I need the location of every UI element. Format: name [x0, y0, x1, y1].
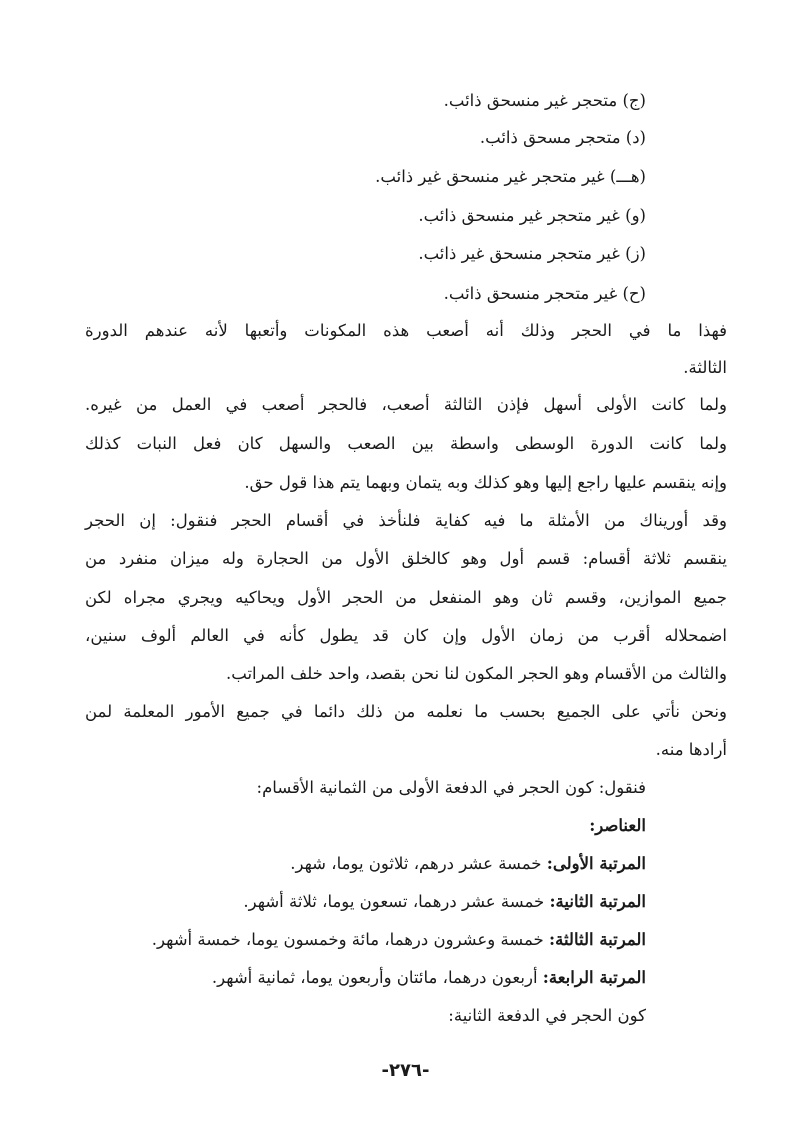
paragraph-line: أرادها منه.: [655, 740, 727, 759]
paragraph-line: الثالثة.: [683, 358, 727, 377]
page-number: -٢٧٦-: [381, 1060, 430, 1081]
rank-text: أربعون درهما، مائتان وأربعون يوما، ثمانية أشهر.: [211, 968, 543, 987]
paragraph-line: ولما كانت الدورة الوسطى واسطة بين الصعب والسهل كان فعل النبات كذلك: [85, 434, 727, 453]
rank-text: خمسة عشر درهما، تسعون يوما، ثلاثة أشهر.: [243, 892, 550, 911]
rank-label: المرتبة الأولى:: [546, 854, 646, 873]
rank-line: [243, 889, 646, 915]
list-item-waw: (و) غير متحجر غير منسحق ذائب.: [418, 206, 646, 225]
paragraph-line: ونحن نأتي على الجميع بحسب ما نعلمه من ذلك دائما في جميع الأمور المعلمة لمن: [85, 702, 727, 721]
rank-line: [152, 927, 646, 953]
paragraph-line: ولما كانت الأولى أسهل فإذن الثالثة أصعب، فالحجر أصعب في العمل من غيره.: [85, 395, 727, 414]
rank-label: المرتبة الثالثة:: [549, 930, 646, 949]
rank-text: خمسة عشر درهم، ثلاثون يوما، شهر.: [290, 854, 547, 873]
paragraph-line: جميع الموازين، وقسم ثان وهو المنفعل من الحجر الأول ويحاكيه ويجري مجراه لكن: [85, 588, 727, 607]
rank-label: المرتبة الثانية:: [549, 892, 646, 911]
list-item-jim: (ج) متحجر غير منسحق ذائب.: [443, 91, 646, 110]
paragraph-line: وإنه ينقسم عليها راجع إليها وهو كذلك وبه يتمان وبهما يتم هذا قول حق.: [244, 473, 727, 492]
rank-label: المرتبة الرابعة:: [542, 968, 646, 987]
rank-line: [212, 965, 646, 991]
section-intro: فنقول: كون الحجر في الدفعة الأولى من الثمانية الأقسام:: [256, 778, 646, 797]
rank-line: [290, 851, 646, 877]
paragraph-line: اضمحلاله أقرب من زمان الأول وإن كان قد يطول كأنه في العالم ألوف سنين،: [85, 626, 727, 645]
list-item-zay: (ز) غير متحجر منسحق غير ذائب.: [418, 244, 646, 263]
list-item-dal: (د) متحجر مسحق ذائب.: [479, 128, 646, 147]
second-batch-line: كون الحجر في الدفعة الثانية:: [448, 1006, 646, 1025]
rank-text: خمسة وعشرون درهما، مائة وخمسون يوما، خمسة أشهر.: [151, 930, 550, 949]
paragraph-line: وقد أوريناك من الأمثلة ما فيه كفاية فلنأخذ في أقسام الحجر فنقول: إن الحجر: [85, 511, 727, 530]
paragraph-line: والثالث من الأقسام وهو الحجر المكون لنا نحن بقصد، واحد خلف المراتب.: [226, 664, 727, 683]
list-item-ha: (هـــ) غير متحجر غير منسحق غير ذائب.: [375, 167, 646, 186]
elements-heading: العناصر:: [589, 816, 646, 835]
paragraph-line: ينقسم ثلاثة أقسام: قسم أول وهو كالخلق الأول من الحجارة وله ميزان منفرد من: [85, 549, 727, 568]
paragraph-line: فهذا ما في الحجر وذلك أنه أصعب هذه المكونات وأتعبها لأنه عندهم الدورة: [85, 321, 727, 340]
list-item-ha2: (ح) غير متحجر منسحق ذائب.: [443, 284, 646, 303]
